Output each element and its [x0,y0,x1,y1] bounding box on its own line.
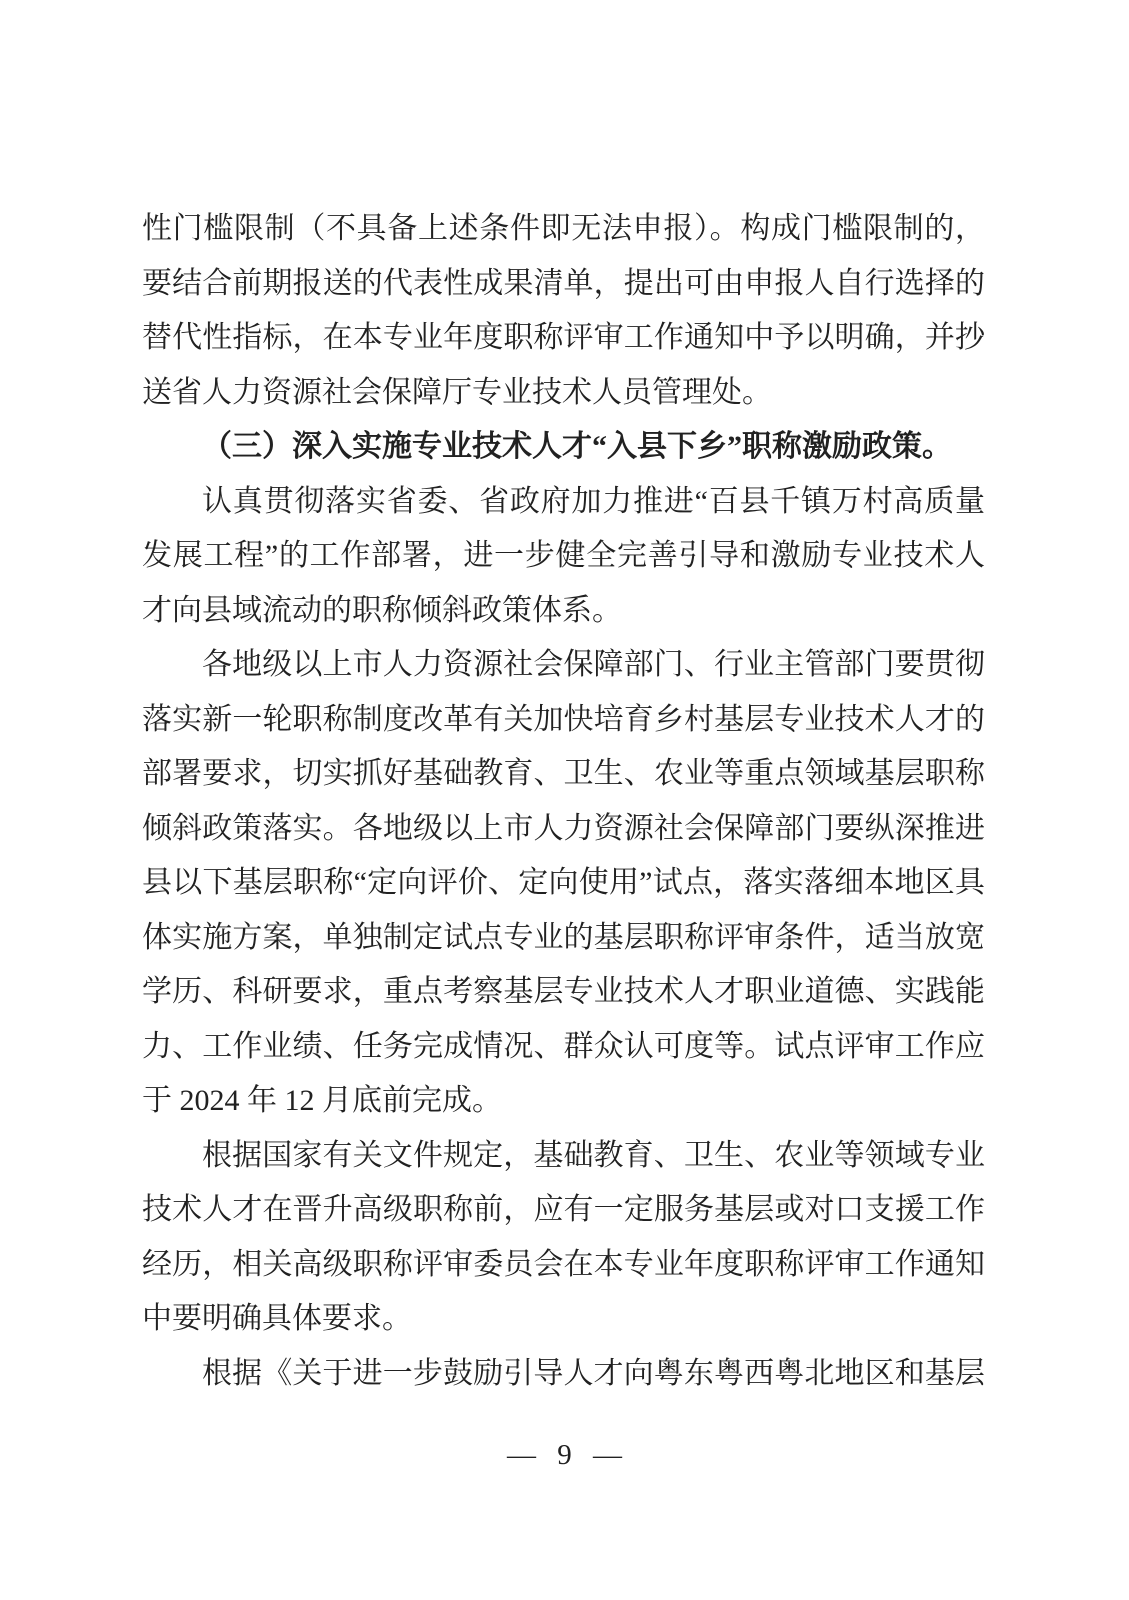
paragraph: 认真贯彻落实省委、省政府加力推进“百县千镇万村高质量发展工程”的工作部署，进一步健全完善引导和激励专业技术人才向县域流动的职称倾斜政策体系。 [142,484,985,627]
paragraph: 根据国家有关文件规定，基础教育、卫生、农业等领域专业技术人才在晋升高级职称前，应有一定服务基层或对口支援工作经历，相关高级职称评审委员会在本专业年度职称评审工作通知中要明确具体要求。 [142,1138,985,1335]
paragraph: 各地级以上市人力资源社会保障部门、行业主管部门要贯彻落实新一轮职称制度改革有关加快培育乡村基层专业技术人才的部署要求，切实抓好基础教育、卫生、农业等重点领域基层职称倾斜政策落实。各地级以上市人力资源社会保障部门要纵深推进县以下基层职称“定向评价、定向使用”试点，落实落细本地区具体实施方案，单独制定试点专业的基层职称评审条件，适当放宽学历、科研要求，重点考察基层专业技术人才职业道德、实践能力、工作业绩、任务完成情况、群众认可度等。试点评审工作应于 2024 年 12 月底前完成。 [142,648,985,1117]
paragraph-continuation: 性门槛限制（不具备上述条件即无法申报）。构成门槛限制的，要结合前期报送的代表性成果清单，提出可由申报人自行选择的替代性指标，在本专业年度职称评审工作通知中予以明确，并抄送省人力资源社会保障厅专业技术人员管理处。 [142,212,985,409]
page-number: — 9 — [507,1439,622,1471]
page-footer [0,1438,1129,1472]
document-body [142,202,985,1401]
section-heading: （三）深入实施专业技术人才“入县下乡”职称激励政策。 [202,430,952,463]
paragraph-cut-off: 根据《关于进一步鼓励引导人才向粤东粤西粤北地区和基层 [202,1356,985,1390]
